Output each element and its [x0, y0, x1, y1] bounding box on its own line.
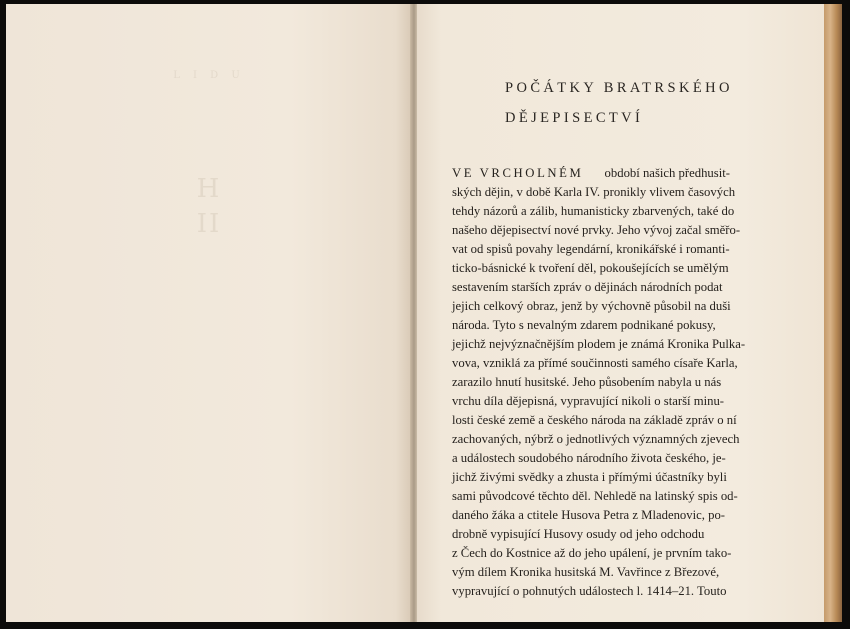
lead-words: VE VRCHOLNÉM [452, 166, 584, 180]
text-line: tehdy názorů a zálib, humanisticky zbarvených, také do [452, 204, 735, 218]
chapter-title-line-2: DĚJEPISECTVÍ [505, 110, 644, 126]
text-line: vat od spisů povahy legendární, kronikářské i romanti- [452, 242, 730, 256]
chapter-title-line-1: POČÁTKY BRATRSKÉHO [505, 80, 733, 96]
left-page [6, 4, 412, 622]
text-line: VE VRCHOLNÉM období našich předhusit- [452, 164, 730, 183]
text-line: drobně vypisující Husovy osudy od jeho odchodu [452, 527, 705, 541]
text-line: daného žáka a ctitele Husova Petra z Mladenovic, po- [452, 508, 726, 522]
text-line: z Čech do Kostnice až do jeho upálení, je prvním tako- [452, 546, 732, 560]
text-line: ských dějin, v době Karla IV. pronikly vlivem časových [452, 185, 736, 199]
text-line: národa. Tyto s nevalným zdarem podnikané pokusy, [452, 318, 716, 332]
text-line: losti české země a českého národa na základě zpráv o ní [452, 413, 737, 427]
text-line: vrchu díla dějepisná, vypravující nikoli o starší minu- [452, 394, 725, 408]
text-line: sami původcové těchto děl. Nehledě na latinský spis od- [452, 489, 738, 503]
bleed-through-text: L I D U [173, 70, 245, 81]
text-line: vypravující o pohnutých událostech l. 1414–21. Touto [452, 584, 727, 598]
bleed-through-text: H [196, 174, 222, 204]
text-line: zarazilo hnutí husitské. Jeho působením nabyla u nás [452, 375, 722, 389]
text-line: ticko-básnické k tvoření děl, pokoušejících se umělým [452, 261, 729, 275]
bleed-through-text: II [196, 209, 222, 239]
text-line: jichž živými svědky a zhusta i přímými účastníky byli [452, 470, 727, 484]
text-line: našeho dějepisectví nové prvky. Jeho vývoj začal směřo- [452, 223, 741, 237]
body-text [452, 164, 746, 601]
text-line: vým dílem Kronika husitská M. Vavřince z Březové, [452, 565, 720, 579]
text-line: jejichž nejvýznačnějším plodem je známá Kronika Pulka- [452, 337, 746, 351]
text-line: vova, vzniklá za přímé součinnosti samého císaře Karla, [452, 356, 738, 370]
text-line: zachovaných, nýbrž o jednotlivých významných zjevech [452, 432, 740, 446]
page-edges [824, 4, 842, 622]
text-line: a událostech soudobého národního života českého, je- [452, 451, 726, 465]
text-line: sestavením starších zpráv o dějinách národních podat [452, 280, 723, 294]
text-line: jejich celkový obraz, jenž by výchovně působil na duši [452, 299, 731, 313]
